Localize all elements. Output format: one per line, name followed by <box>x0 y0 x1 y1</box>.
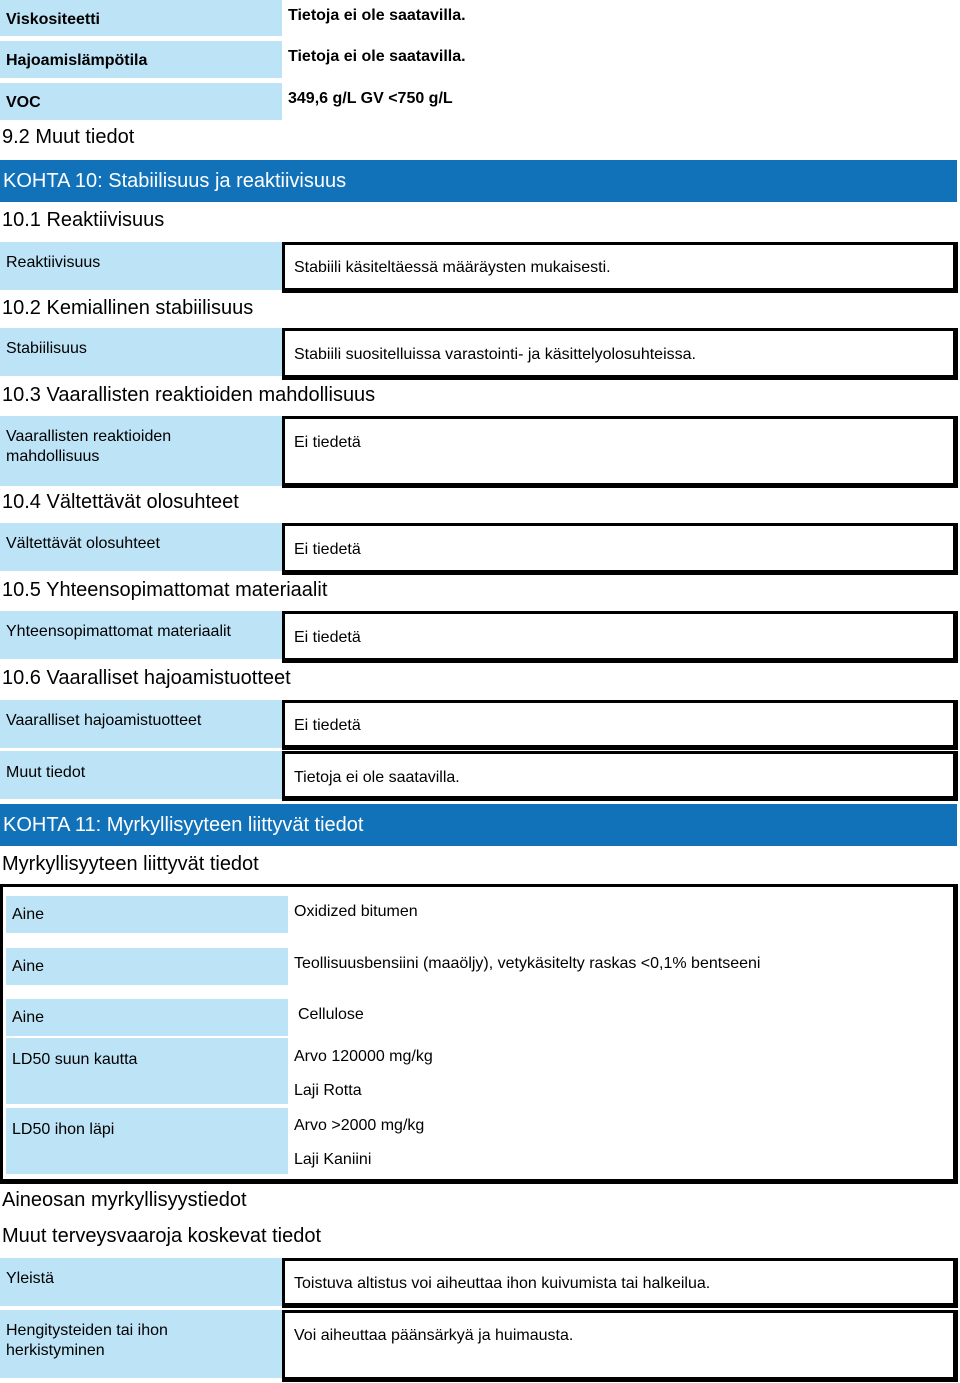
label-yhteensopimattomat: Yhteensopimattomat materiaalit <box>0 611 282 659</box>
label-voc: VOC <box>0 83 282 120</box>
heading-10-1: 10.1 Reaktiivisuus <box>2 209 165 231</box>
value-valtettavat: Ei tiedetä <box>294 541 361 558</box>
value-aine-1: Oxidized bitumen <box>294 903 418 920</box>
label-line: herkistyminen <box>6 1342 105 1359</box>
heading-aineosan: Aineosan myrkyllisyystiedot <box>2 1189 247 1211</box>
label-stabiilisuus: Stabiilisuus <box>0 328 282 376</box>
value-aine-2: Teollisuusbensiini (maaöljy), vetykäsitelty raskas <0,1% bentseeni <box>294 955 761 972</box>
species-ld50-ihon: Laji Kaniini <box>294 1151 372 1168</box>
label-valtettavat: Vältettävät olosuhteet <box>0 523 282 571</box>
label-aine-3: Aine <box>6 999 288 1036</box>
value-vaaralliset-hajoamistuotteet: Ei tiedetä <box>294 717 361 734</box>
label-hengitysteiden <box>0 1310 282 1378</box>
value-vaarallisten-reaktioiden: Ei tiedetä <box>294 434 361 451</box>
heading-myrkyllisyys: Myrkyllisyyteen liittyvät tiedot <box>2 853 259 875</box>
heading-10-6: 10.6 Vaaralliset hajoamistuotteet <box>2 667 291 689</box>
heading-10-2: 10.2 Kemiallinen stabiilisuus <box>2 297 254 319</box>
section-10-title: KOHTA 10: Stabiilisuus ja reaktiivisuus <box>0 160 957 202</box>
value-yleista: Toistuva altistus voi aiheuttaa ihon kuivumista tai halkeilua. <box>294 1275 711 1292</box>
value-viskositeetti: Tietoja ei ole saatavilla. <box>288 7 466 24</box>
heading-10-4: 10.4 Vältettävät olosuhteet <box>2 491 239 513</box>
heading-9-2: 9.2 Muut tiedot <box>2 126 135 148</box>
value-aine-3: Cellulose <box>298 1006 364 1023</box>
label-reaktiivisuus: Reaktiivisuus <box>0 242 282 290</box>
value-box-hengitysteiden <box>282 1310 958 1382</box>
heading-10-3: 10.3 Vaarallisten reaktioiden mahdollisuus <box>2 384 376 406</box>
value-reaktiivisuus: Stabiili käsiteltäessä määräysten mukaisesti. <box>294 259 611 276</box>
label-vaaralliset-hajoamistuotteet: Vaaralliset hajoamistuotteet <box>0 700 282 748</box>
value-ld50-suun: Arvo 120000 mg/kg <box>294 1048 433 1065</box>
label-ld50-ihon: LD50 ihon läpi <box>6 1108 288 1174</box>
label-muut-tiedot: Muut tiedot <box>0 751 282 799</box>
label-line: Vaarallisten reaktioiden <box>6 428 172 445</box>
label-ld50-suun: LD50 suun kautta <box>6 1038 288 1104</box>
label-hajoamislampotila: Hajoamislämpötila <box>0 41 282 78</box>
label-viskositeetti: Viskositeetti <box>0 0 282 36</box>
label-aine-2: Aine <box>6 948 288 985</box>
section-11-title: KOHTA 11: Myrkyllisyyteen liittyvät tiedot <box>0 804 957 846</box>
species-ld50-suun: Laji Rotta <box>294 1082 362 1099</box>
heading-10-5: 10.5 Yhteensopimattomat materiaalit <box>2 579 328 601</box>
label-yleista: Yleistä <box>0 1258 282 1306</box>
value-hengitysteiden: Voi aiheuttaa päänsärkyä ja huimausta. <box>294 1327 574 1344</box>
value-voc: 349,6 g/L GV <750 g/L <box>288 90 453 107</box>
label-aine-1: Aine <box>6 896 288 933</box>
heading-muut-terveysvaaroja: Muut terveysvaaroja koskevat tiedot <box>2 1225 322 1247</box>
value-stabiilisuus: Stabiili suositelluissa varastointi- ja käsittelyolosuhteissa. <box>294 346 696 363</box>
value-yhteensopimattomat: Ei tiedetä <box>294 629 361 646</box>
value-hajoamislampotila: Tietoja ei ole saatavilla. <box>288 48 466 65</box>
label-line: mahdollisuus <box>6 448 100 465</box>
value-ld50-ihon: Arvo >2000 mg/kg <box>294 1117 425 1134</box>
value-muut-tiedot: Tietoja ei ole saatavilla. <box>294 769 460 786</box>
label-line: Hengitysteiden tai ihon <box>6 1322 168 1339</box>
label-vaarallisten-reaktioiden <box>0 416 282 486</box>
